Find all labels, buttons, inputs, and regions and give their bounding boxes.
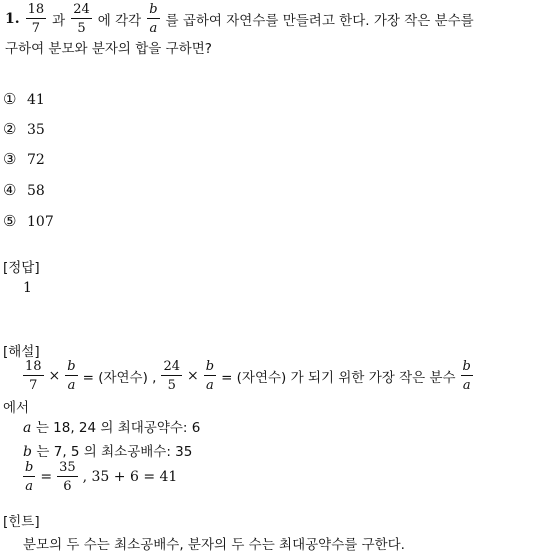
fraction-b-a: $\frac{b}{a}$	[25, 460, 34, 494]
choice-value: 58	[27, 183, 45, 199]
result-line	[23, 457, 177, 497]
question-number: 1.	[5, 11, 20, 27]
variable-b: b	[23, 444, 32, 460]
fraction-35-6: $\frac{35}{6}$	[59, 460, 76, 494]
choice-marker: ②	[3, 120, 17, 138]
choice-marker: ④	[3, 181, 17, 199]
question-text: 를 곱하여 자연수를 만들려고 한다. 가장 작은 분수를	[165, 13, 474, 29]
question-line-1	[5, 0, 474, 38]
fraction-b-a: $\frac{b}{a}$	[149, 2, 158, 36]
gcd-line	[23, 416, 200, 436]
fraction-24-5: $\frac{24}{5}$	[163, 359, 180, 393]
question-text: 에 각각	[97, 13, 142, 29]
fraction-b-a: $\frac{b}{a}$	[67, 359, 76, 393]
answer-label: [정답]	[3, 260, 40, 276]
lcm-text: 는 7, 5 의 최소공배수: 35	[36, 444, 193, 460]
fraction-b-a: $\frac{b}{a}$	[462, 359, 471, 393]
times-sign: ×	[48, 368, 61, 384]
explanation-label: [해설]	[3, 344, 40, 360]
times-sign: ×	[187, 368, 199, 384]
choice-marker: ③	[3, 150, 17, 168]
variable-a: a	[23, 420, 32, 436]
choice-3[interactable]	[3, 150, 45, 168]
explanation-line-1	[23, 356, 473, 396]
equation-text: = (자연수) 가 되기 위한 가장 작은 분수	[221, 370, 456, 386]
fraction-b-a: $\frac{b}{a}$	[205, 359, 215, 393]
choice-2[interactable]	[3, 120, 45, 138]
choice-value: 72	[27, 152, 45, 168]
equals-sign: =	[40, 469, 53, 485]
answer-value: 1	[23, 280, 32, 296]
sum-text: , 35 + 6 = 41	[82, 469, 178, 485]
fraction-18-7: $\frac{18}{7}$	[27, 2, 45, 36]
choice-marker: ①	[3, 90, 17, 108]
fraction-18-7: $\frac{18}{7}$	[25, 359, 42, 393]
hint-text: 분모의 두 수는 최소공배수, 분자의 두 수는 최대공약수를 구한다.	[23, 537, 405, 553]
choice-value: 35	[27, 122, 45, 138]
equation-text: = (자연수) ,	[82, 370, 157, 386]
fraction-24-5: $\frac{24}{5}$	[73, 2, 90, 36]
explanation-wrap: 에서	[3, 400, 30, 416]
choice-marker: ⑤	[3, 212, 17, 230]
question-text: 과	[52, 13, 66, 29]
gcd-text: 는 18, 24 의 최대공약수: 6	[35, 420, 201, 436]
hint-label: [힌트]	[3, 514, 40, 530]
choice-value: 107	[27, 214, 54, 230]
choice-value: 41	[27, 92, 45, 108]
question-line-2: 구하여 분모와 분자의 합을 구하면?	[5, 41, 212, 57]
choice-5[interactable]	[3, 212, 54, 230]
choice-1[interactable]	[3, 90, 45, 108]
choice-4[interactable]	[3, 181, 45, 199]
